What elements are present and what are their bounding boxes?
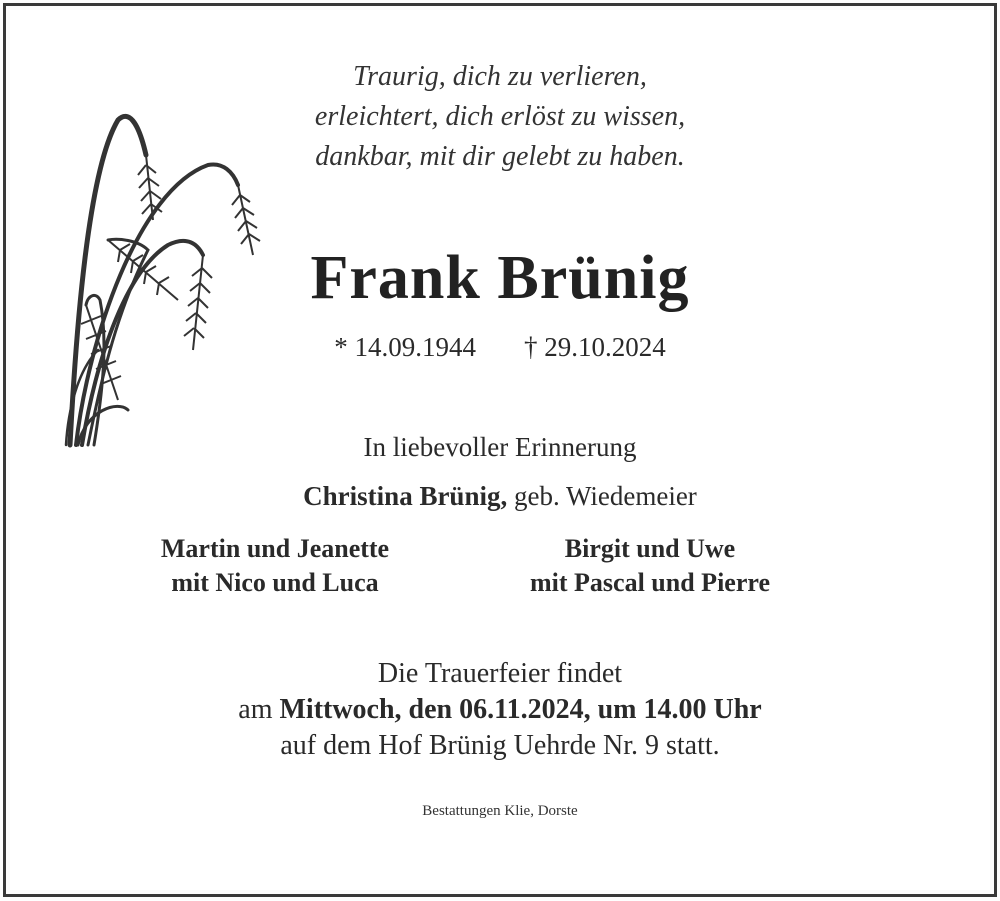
- deceased-name: Frank Brünig: [310, 244, 690, 312]
- death-date: † 29.10.2024: [524, 332, 666, 362]
- service-line-1: Die Trauerfeier findet: [377, 658, 623, 689]
- family-right-line-1: Birgit und Uwe: [564, 534, 736, 563]
- memory-line: In liebevoller Erinnerung: [363, 432, 637, 462]
- poem-line-2: erleichtert, dich erlöst zu wissen,: [314, 101, 686, 132]
- service-prefix: am: [238, 694, 280, 725]
- poem-line-3: dankbar, mit dir gelebt zu haben.: [315, 141, 685, 172]
- poem-line-1: Traurig, dich zu verlieren,: [353, 61, 647, 92]
- widow-maiden-name: geb. Wiedemeier: [507, 481, 697, 511]
- family-left: [110, 532, 440, 600]
- service-date-time: Mittwoch, den 06.11.2024, um 14.00 Uhr: [279, 694, 762, 725]
- family-right-line-2: mit Pascal und Pierre: [530, 568, 770, 597]
- family-left-line-1: Martin und Jeanette: [160, 534, 390, 563]
- widow-name: Christina Brünig,: [303, 481, 508, 511]
- service-line-3: auf dem Hof Brünig Uehrde Nr. 9 statt.: [280, 730, 720, 761]
- undertaker: Bestattungen Klie, Dorste: [422, 803, 578, 819]
- service-line-2: [0, 692, 1000, 728]
- funeral-service: [0, 656, 1000, 764]
- poem: [0, 57, 1000, 177]
- family-right: [485, 532, 815, 600]
- widow-line: [0, 481, 1000, 512]
- birth-date: * 14.09.1944: [334, 332, 476, 362]
- family-left-line-2: mit Nico und Luca: [171, 568, 379, 597]
- life-dates: [0, 332, 1000, 363]
